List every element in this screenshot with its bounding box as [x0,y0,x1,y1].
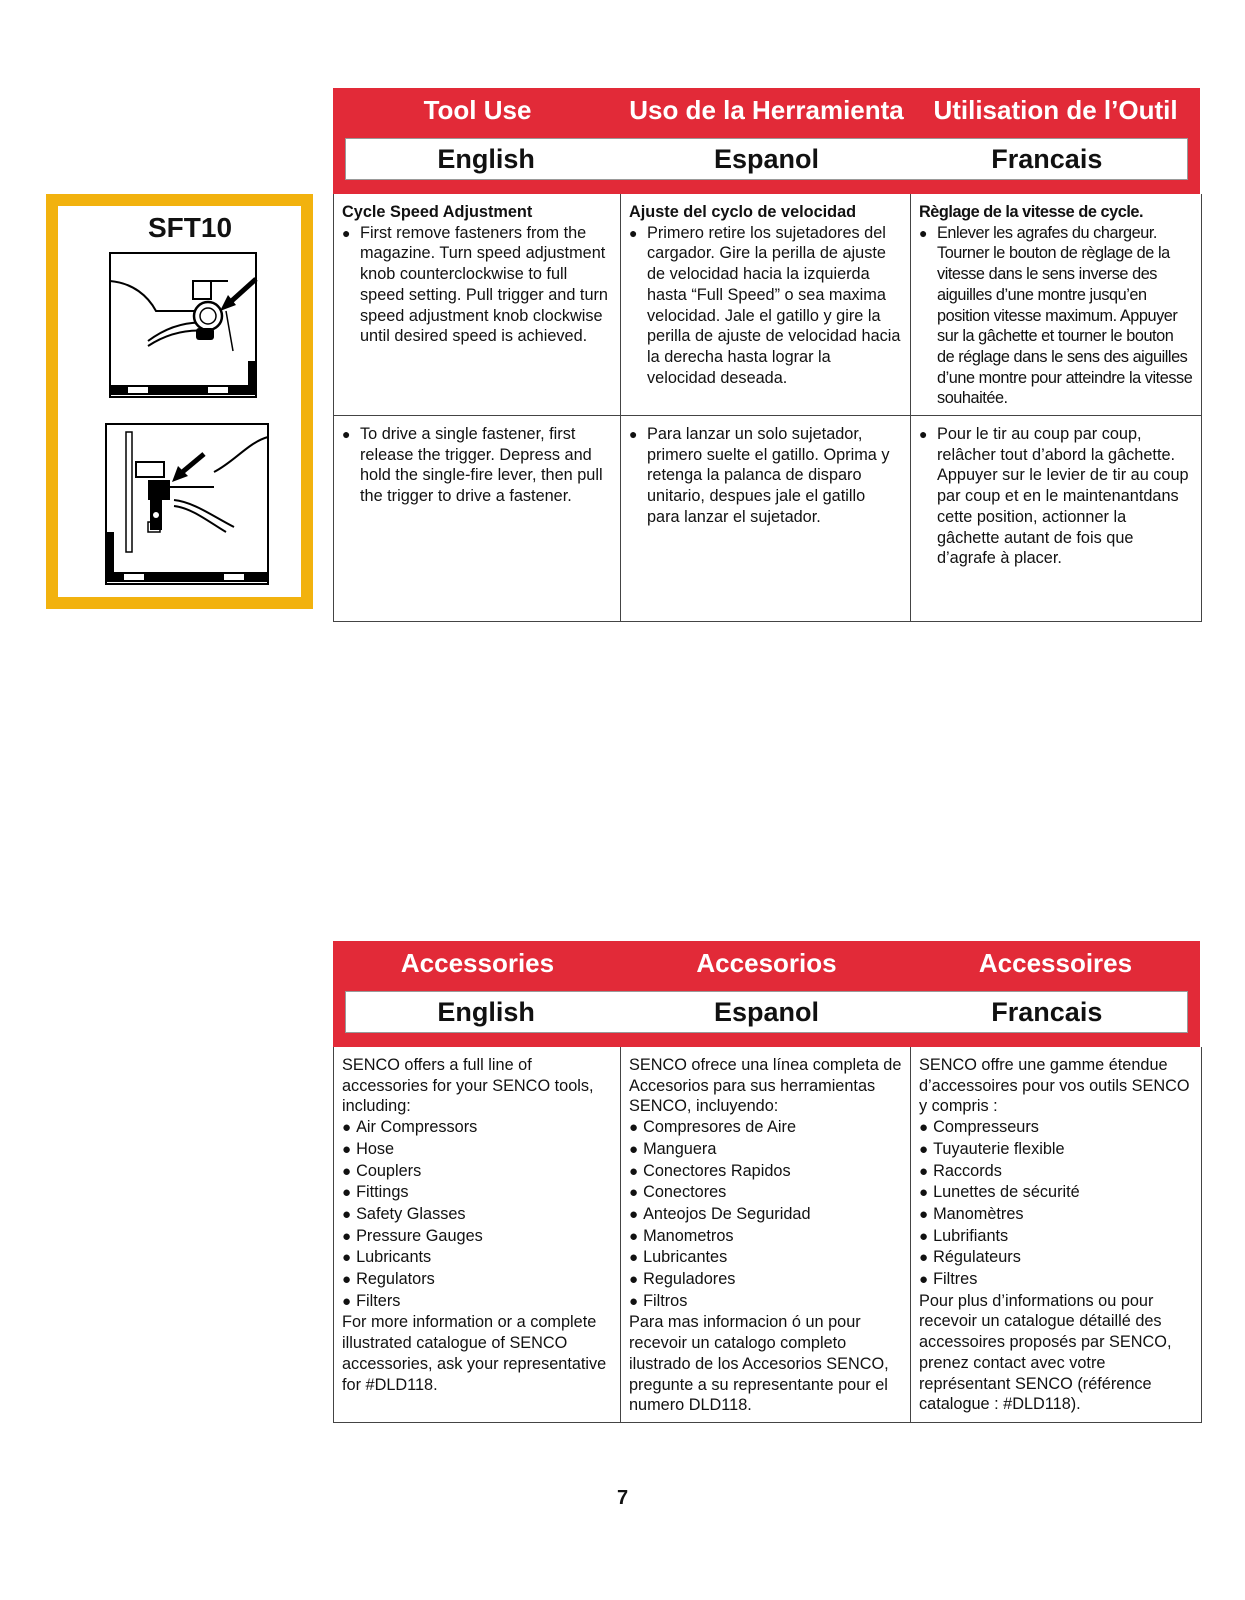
single-fire-fr-cell [911,416,1202,622]
list-item: ● Couplers [342,1161,612,1183]
list-item: ● Filters [342,1291,612,1313]
table-row [334,416,1202,622]
sft10-illustration-box [46,194,313,609]
list-item: ● Régulateurs [919,1247,1193,1269]
tool-use-language-bar [345,138,1188,180]
accessories-title-es: Accesorios [696,947,837,978]
tool-use-title-fr: Utilisation de l’Outil [933,94,1178,125]
list-item: ● Conectores [629,1182,902,1204]
list-item: ● Safety Glasses [342,1204,612,1226]
speed-knob-illustration [108,251,268,411]
accessories-language-bar [345,991,1188,1033]
list-item: ● Fittings [342,1182,612,1204]
list-item: ● Compresores de Aire [629,1117,902,1139]
list-item: ● Raccords [919,1161,1193,1183]
model-label: SFT10 [148,212,233,243]
accessories-outro-en: For more information or a complete illustrated catalogue of SENCO accessories, ask your representative for #DLD118. [342,1313,607,1394]
cycle-speed-text-es: ● Primero retire los sujetadores del cargador. Gire la perilla de ajuste de velocidad hacia la izquierda hasta “Full Speed” o sea maxima velocidad. Jale el gatillo y gire la perilla de ajuste de velocidad hacia la derecha hasta lograr la velocidad deseada. [629,223,902,389]
list-item: ● Manometros [629,1226,902,1248]
accessories-header-band [333,941,1200,1047]
accessories-table [333,1047,1202,1423]
cycle-speed-heading-fr: Règlage de la vitesse de cycle. [919,203,1144,221]
accessories-outro-es: Para mas informacion ó un pour recevoir un catalogo completo ilustrado de los Accesorios SENCO, pregunte a su representante pour el numero DLD118. [629,1313,889,1415]
single-fire-text-fr: ● Pour le tir au coup par coup, relâcher tout d’abord la gâchette. Appuyer sur le levier de tir au coup par coup et en le maintenantdans cette position, actionner la gâchette autant de fois que d’agrafe à placer. [919,424,1193,569]
page-number: 7 [616,1487,629,1509]
list-item: ● Reguladores [629,1269,902,1291]
cycle-speed-es-cell [621,194,911,416]
list-item: ● Lubrifiants [919,1226,1193,1248]
tool-use-title-es: Uso de la Herramienta [629,94,904,125]
cycle-speed-heading-en: Cycle Speed Adjustment [342,203,533,221]
accessories-intro-en: SENCO offers a full line of accessories for your SENCO tools, including: [342,1056,594,1116]
table-row [334,1047,1202,1422]
language-espanol: Espanol [713,996,819,1027]
list-item: ● Pressure Gauges [342,1226,612,1248]
single-fire-text-en: ● To drive a single fastener, first release the trigger. Depress and hold the single-fire lever, then pull the trigger to drive a fastener. [342,424,612,507]
list-item: ● Compresseurs [919,1117,1193,1139]
single-fire-lever-illustration [104,422,274,592]
list-item: ● Hose [342,1139,612,1161]
language-francais: Francais [991,143,1103,174]
tool-use-section [333,88,1200,622]
list-item: ● Manguera [629,1139,902,1161]
tool-use-table [333,194,1202,622]
single-fire-es-cell [621,416,911,622]
language-francais: Francais [991,996,1103,1027]
accessories-outro-fr: Pour plus d’informations ou pour recevoir un catalogue détaillé des accessoires proposés par SENCO, prenez contact avec votre représentant SENCO (référence catalogue : #DLD118). [919,1291,1172,1414]
table-row [334,194,1202,416]
cycle-speed-text-en: ● First remove fasteners from the magazine. Turn speed adjustment knob counterclockwise to full speed setting. Pull trigger and turn speed adjustment knob clockwise until desired speed is achieved. [342,223,612,347]
tool-use-title-en: Tool Use [423,94,532,125]
single-fire-text-es: ● Para lanzar un solo sujetador, primero suelte el gatillo. Oprima y retenga la palanca de disparo unitario, despues jale el gatillo para lanzar el sujetador. [629,424,902,528]
accessories-en-cell [334,1047,621,1422]
list-item: ● Lubricantes [629,1247,902,1269]
list-item: ● Filtros [629,1291,902,1313]
accessories-section [333,941,1200,1423]
list-item: ● Air Compressors [342,1117,612,1139]
list-item: ● Anteojos De Seguridad [629,1204,902,1226]
language-espanol: Espanol [713,143,819,174]
accessories-fr-cell [911,1047,1202,1422]
list-item: ● Conectores Rapidos [629,1161,902,1183]
language-english: English [437,143,535,174]
accessories-es-cell [621,1047,911,1422]
cycle-speed-text-fr: ● Enlever les agrafes du chargeur. Tourner le bouton de règlage de la vitesse dans le sens inverse des aiguilles d’une montre jusqu’en position vitesse maximum. Appuyer sur la gâchette et tourner le bouton de réglage dans le sens des aiguilles d’une montre pour atteindre la vitesse souhaitée. [919,223,1193,409]
list-item: ● Tuyauterie flexible [919,1139,1193,1161]
accessories-intro-fr: SENCO offre une gamme étendue d’accessoires pour vos outils SENCO y compris : [919,1056,1190,1116]
accessories-title-en: Accessories [400,947,555,978]
cycle-speed-en-cell [334,194,621,416]
accessories-intro-es: SENCO ofrece una línea completa de Accesorios para sus herramientas SENCO, incluyendo: [629,1056,902,1116]
list-item: ● Lunettes de sécurité [919,1182,1193,1204]
list-item: ● Manomètres [919,1204,1193,1226]
cycle-speed-heading-es: Ajuste del cyclo de velocidad [629,203,857,221]
list-item: ● Regulators [342,1269,612,1291]
cycle-speed-fr-cell [911,194,1202,416]
single-fire-en-cell [334,416,621,622]
list-item: ● Lubricants [342,1247,612,1269]
accessories-title-fr: Accessoires [978,947,1133,978]
language-english: English [437,996,535,1027]
list-item: ● Filtres [919,1269,1193,1291]
tool-use-header-band [333,88,1200,194]
